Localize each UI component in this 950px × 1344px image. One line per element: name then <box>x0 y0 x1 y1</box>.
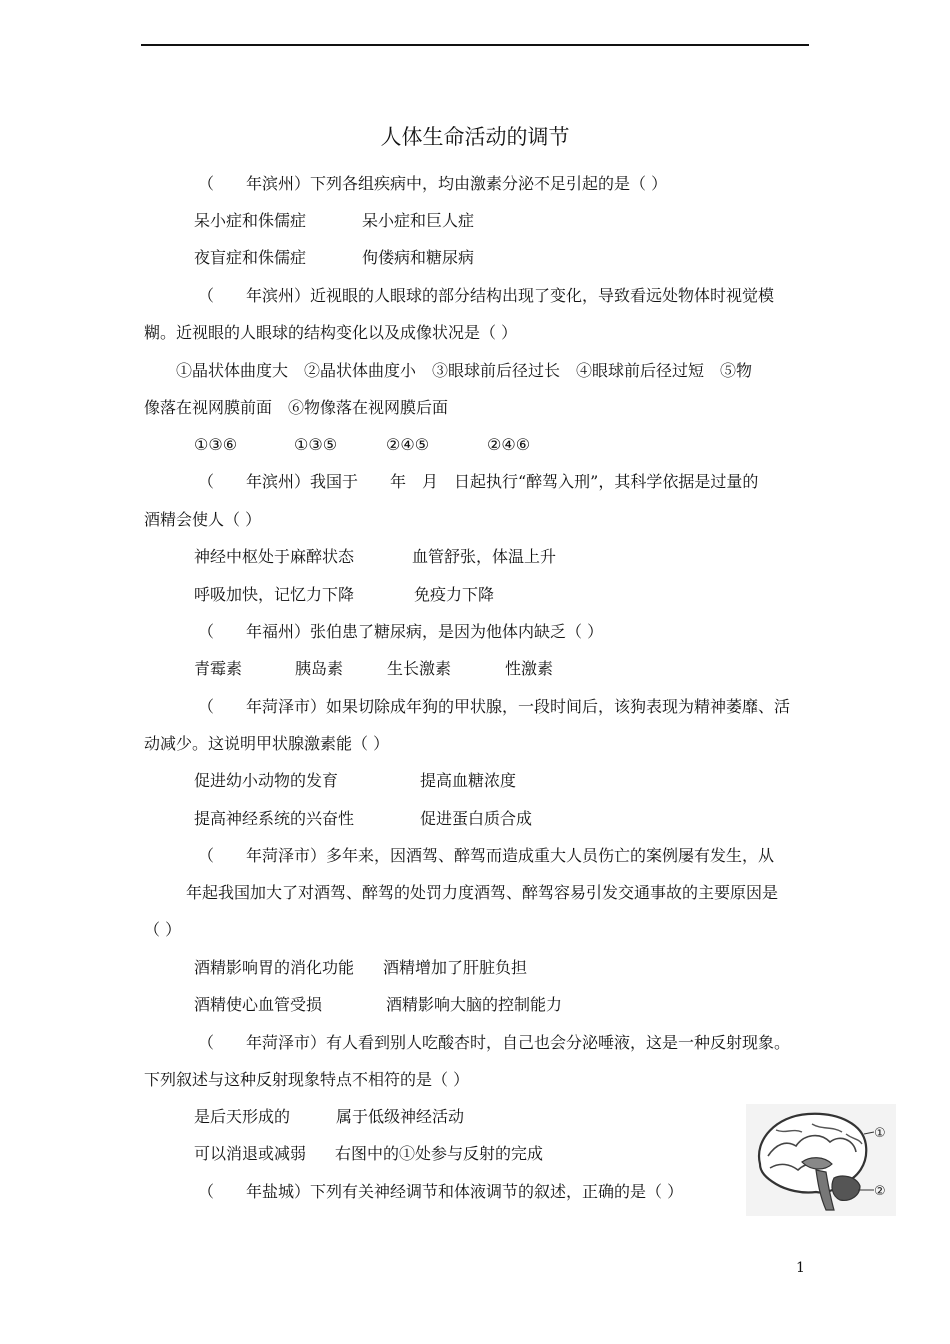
brain-icon <box>746 1104 896 1216</box>
option: 佝偻病和糖尿病 <box>362 248 475 267</box>
question-stem: 下列叙述与这种反射现象特点不相符的是（ ） <box>144 1070 470 1089</box>
option: 提高神经系统的兴奋性 <box>194 809 355 828</box>
option: 酒精影响胃的消化功能 <box>194 958 355 977</box>
brain-figure <box>746 1104 896 1216</box>
page-title: 人体生命活动的调节 <box>380 125 570 149</box>
question-stem: 年起我国加大了对酒驾、醉驾的处罚力度酒驾、醉驾容易引发交通事故的主要原因是 <box>186 883 779 902</box>
option: 是后天形成的 <box>194 1107 291 1126</box>
answer-choice-list: ①晶状体曲度大 ②晶状体曲度小 ③眼球前后径过长 ④眼球前后径过短 ⑤物 <box>176 361 753 380</box>
option: 血管舒张，体温上升 <box>412 547 557 566</box>
option: 呼吸加快，记忆力下降 <box>194 585 355 604</box>
option: 呆小症和侏儒症 <box>194 211 307 230</box>
figure-label-2: ② <box>874 1184 886 1199</box>
question-stem: （ ） <box>144 920 182 939</box>
option: 酒精增加了肝脏负担 <box>383 958 528 977</box>
question-stem: （ 年滨州）下列各组疾病中，均由激素分泌不足引起的是（ ） <box>198 174 668 193</box>
option: ①③⑥ <box>194 435 238 454</box>
question-stem: 酒精会使人（ ） <box>144 510 262 529</box>
answer-choice-list: 像落在视网膜前面 ⑥物像落在视网膜后面 <box>144 398 449 417</box>
option: 属于低级神经活动 <box>336 1107 465 1126</box>
option: 可以消退或减弱 <box>194 1144 307 1163</box>
page-number: 1 <box>796 1260 805 1276</box>
option: 性激素 <box>505 659 554 678</box>
option: 右图中的①处参与反射的完成 <box>335 1144 544 1163</box>
question-stem: 动减少。这说明甲状腺激素能（ ） <box>144 734 390 753</box>
option: ②④⑤ <box>386 435 430 454</box>
option: 促进蛋白质合成 <box>420 809 533 828</box>
option: 提高血糖浓度 <box>420 771 517 790</box>
question-stem: （ 年菏泽市）如果切除成年狗的甲状腺，一段时间后，该狗表现为精神萎靡、活 <box>198 697 791 716</box>
option: 促进幼小动物的发育 <box>194 771 339 790</box>
question-stem: （ 年菏泽市）有人看到别人吃酸杏时，自己也会分泌唾液，这是一种反射现象。 <box>198 1033 791 1052</box>
question-stem: （ 年滨州）近视眼的人眼球的部分结构出现了变化，导致看远处物体时视觉模 <box>198 286 775 305</box>
option: 胰岛素 <box>295 659 344 678</box>
question-stem: （ 年福州）张伯患了糖尿病，是因为他体内缺乏（ ） <box>198 622 604 641</box>
option: 免疫力下降 <box>414 585 495 604</box>
question-stem: （ 年菏泽市）多年来，因酒驾、醉驾而造成重大人员伤亡的案例屡有发生，从 <box>198 846 775 865</box>
option: 神经中枢处于麻醉状态 <box>194 547 355 566</box>
option: 夜盲症和侏儒症 <box>194 248 307 267</box>
option: 青霉素 <box>194 659 243 678</box>
question-stem: （ 年盐城）下列有关神经调节和体液调节的叙述，正确的是（ ） <box>198 1182 684 1201</box>
option: 呆小症和巨人症 <box>362 211 475 230</box>
option: ②④⑥ <box>487 435 531 454</box>
option: 生长激素 <box>387 659 452 678</box>
figure-label-1: ① <box>874 1126 886 1141</box>
option: 酒精使心血管受损 <box>194 995 323 1014</box>
header-rule <box>141 44 809 46</box>
question-stem: （ 年滨州）我国于 年 月 日起执行“醉驾入刑”，其科学依据是过量的 <box>198 472 759 491</box>
option: ①③⑤ <box>294 435 338 454</box>
option: 酒精影响大脑的控制能力 <box>386 995 563 1014</box>
question-stem: 糊。近视眼的人眼球的结构变化以及成像状况是（ ） <box>144 323 518 342</box>
